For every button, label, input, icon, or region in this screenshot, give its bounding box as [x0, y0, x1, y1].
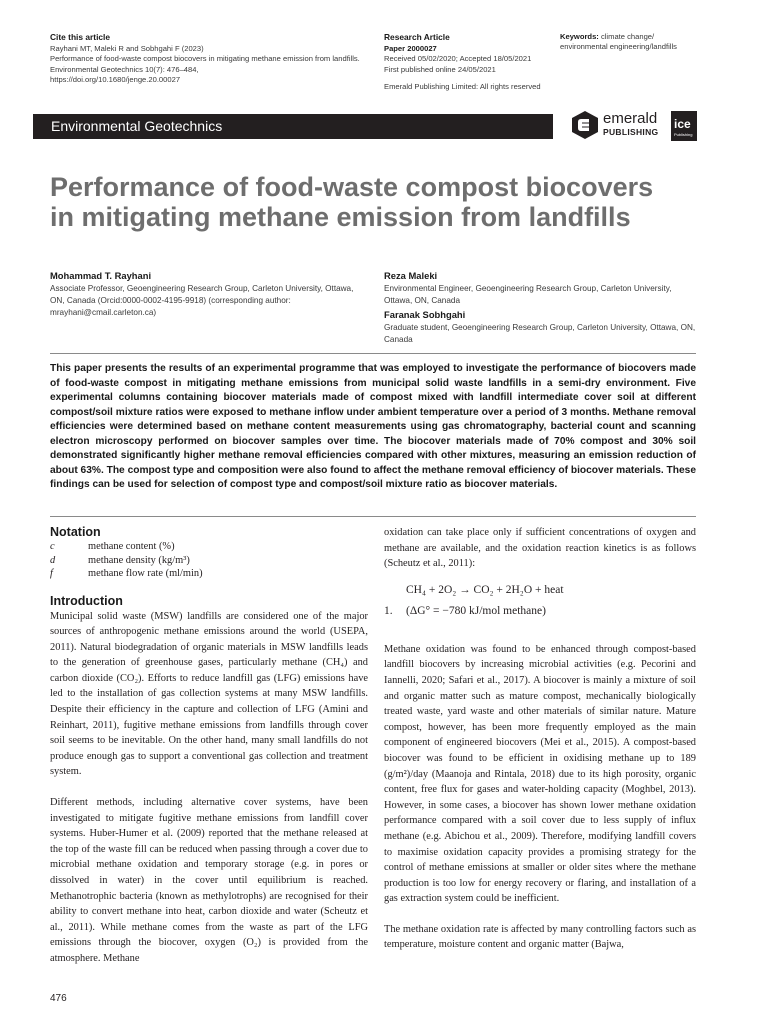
keywords-label: Keywords:: [560, 32, 599, 41]
emerald-wordmark: emerald: [603, 110, 658, 127]
received-dates: Received 05/02/2020; Accepted 18/05/2021: [384, 54, 532, 64]
right-column: [384, 525, 696, 953]
publishing-wordmark: PUBLISHING: [603, 127, 659, 137]
article-type: Research Article: [384, 32, 450, 42]
body-paragraph: Different methods, including alternative cover systems, have been investigated to mitigate fugitive methane emissions from landfill cover systems. Huber-Humer et al. (2009) reported that the methane released at the top of the waste fill can be reduced when passing through a cover due to microbial methane oxidation and temporary storage (e.g. in pores or dissolved in water) in the cover until equilibrium is reached. Methanotrophic bacteria (known as methylotrophs) are recognised for their ability to convert methane into heat, carbon dioxide and water (Scheutz et al., 2011). While methane comes from the waste as part of the LFG emissions through the biocover, oxygen (O₂) is provided from the atmosphere. Methane: [50, 797, 368, 964]
body-paragraph: The methane oxidation rate is affected by many controlling factors such as temperature, moisture content and organic matter (Bajwa,: [384, 923, 696, 951]
journal-banner: [33, 114, 553, 139]
keyword[interactable]: climate change/: [600, 32, 655, 41]
author-block: [50, 270, 368, 319]
notation-heading: Notation: [50, 525, 101, 539]
citation-line: Rayhani MT, Maleki R and Sobhgahi F (2023): [50, 44, 204, 53]
article-info-block: [384, 32, 554, 93]
introduction-heading: Introduction: [50, 593, 123, 608]
author-affiliation: Graduate student, Geoengineering Research Group, Carleton University, Ottawa, ON, Canada: [384, 323, 696, 344]
keywords-block: [560, 32, 740, 53]
citation-line: Environmental Geotechnics 10(7): 476–484,: [50, 64, 199, 74]
notation-row: c methane content (%): [50, 541, 175, 552]
author-name: Reza Maleki: [384, 270, 438, 281]
body-paragraph: Municipal solid waste (MSW) landfills are considered one of the major sources of anthropogenic methane emissions around the world (USEPA, 2011). Natural biodegradation of organic materials in MSW landfills leads to the generation of greenhouse gases, particularly methane (CH₄) and carbon dioxide (CO₂). Efforts to reduce landfill gas (LFG) emissions have led to the installation of gas collection systems at many MSW landfills. Despite their efficiency in the capture and collection of LFG (Amini and Reinhart, 2011), fugitive methane emissions from landfills through cover soil seems to be inevitable. On the other hand, many small landfills do not produce enough gas to support a conventional gas collection and treatment system.: [50, 610, 368, 778]
author-affiliation: Environmental Engineer, Geoengineering Research Group, Carleton University, Ottawa, ON, Canada: [384, 284, 672, 305]
author-affiliation: Associate Professor, Geoengineering Research Group, Carleton University, Ottawa, ON, Canada (Orcid:0000-0002-4195-9918) (corresponding author: mrayhani@cmail.carleton.ca): [50, 284, 354, 317]
ice-logo: [671, 111, 697, 141]
citation-heading: Cite this article: [50, 32, 111, 42]
emerald-logo: [570, 108, 666, 142]
equation-number: 1.: [384, 604, 393, 617]
citation-line: Performance of food-waste compost biocovers in mitigating methane emission from landfills.: [50, 54, 360, 64]
emerald-hex-icon: [570, 110, 600, 140]
paper-number: Paper 2000027: [384, 44, 437, 53]
abstract: This paper presents the results of an experimental programme that was employed to investigate the performance of biocovers made of food-waste compost in mitigating methane emissions from municipal solid waste landfills in a semi-dry environment. Five experimental columns containing biocover materials made of compost mixed with landfill intermediate cover soil at different compost/soil mixture ratios were exposed to methane inflow under ambient temperature over a period of 3 months. Methane removal efficiencies were determined based on methane content measurements using gas chromatography, bacterial count and scanning electron microscopy performed on biocover samples over time. The biocover materials made of 70% compost and 30% soil demonstrated significantly higher methane removal efficiencies compared with other mixtures, measuring an emission reduction of about 63%. The compost type and composition were also found to affect the methane removal efficiency of biocover materials. These findings can be used for selection of compost type and compost/soil mixture ratio as biocover materials.: [50, 363, 696, 490]
notation-row: d methane density (kg/m³): [50, 554, 190, 566]
keyword[interactable]: environmental engineering/landfills: [560, 42, 677, 52]
author-name: Mohammad T. Rayhani: [50, 270, 152, 281]
author-block: [384, 270, 696, 346]
article-title: Performance of food-waste compost biocovers in mitigating methane emission from landfills: [50, 172, 654, 232]
divider: [50, 353, 696, 354]
published-date: First published online 24/05/2021: [384, 64, 496, 74]
author-name: Faranak Sobhgahi: [384, 309, 466, 320]
page-number: 476: [50, 993, 67, 1004]
doi-link[interactable]: https://doi.org/10.1680/jenge.20.00027: [50, 75, 181, 85]
citation-block: [50, 32, 370, 86]
equation-reaction: CH₄ + 2O₂ → CO₂ + 2H₂O + heat: [406, 583, 564, 596]
body-paragraph: Methane oxidation was found to be enhanced through compost-based landfill biocovers by increasing microbial activities (e.g. Pecorini and Iannelli, 2020; Safari et al., 2017). A biocover is mainly a mixture of soil and organic matter such as mature compost, mechanically biologically treated waste, yard waste and other materials of similar nature. Mature compost, however, has been more frequently employed as the main component of engineered biocovers (Mei et al., 2015). A compost-based biocover was found to be efficient in oxidising methane up to 189 (g/m²)/day (Maanoja and Rintala, 2018) due to its high porosity, organic content, free flux for gases and water-holding capacity (Moghbel, 2013). However, in some cases, a biocover has shown lower methane oxidation performance compared with a soil cover due to less supply of influx methane (e.g. Abichou et al., 2009). Therefore, modifying landfill covers to maximise oxidation capacity provides a promising strategy for the control of methane emissions at smaller or older sites where the methane production is too low for energy recovery or flaring, and installation of a gas extraction system could be inefficient.: [384, 643, 696, 905]
left-column: [50, 525, 368, 967]
notation-list: [50, 540, 368, 581]
rights-statement: Emerald Publishing Limited: All rights reserved: [384, 82, 541, 92]
ice-sub-wordmark: Publishing: [674, 132, 693, 137]
ice-wordmark: ice: [674, 117, 691, 131]
body-paragraph: oxidation can take place only if sufficient concentrations of oxygen and methane are available, and the oxidation reaction kinetics is as follows (Scheutz et al., 2011):: [384, 527, 696, 570]
notation-row: f methane flow rate (ml/min): [50, 568, 203, 579]
equation-energy: (ΔG° = −780 kJ/mol methane): [406, 604, 546, 617]
journal-name: Environmental Geotechnics: [51, 118, 223, 134]
equation-line: [384, 605, 696, 621]
divider: [50, 516, 696, 517]
